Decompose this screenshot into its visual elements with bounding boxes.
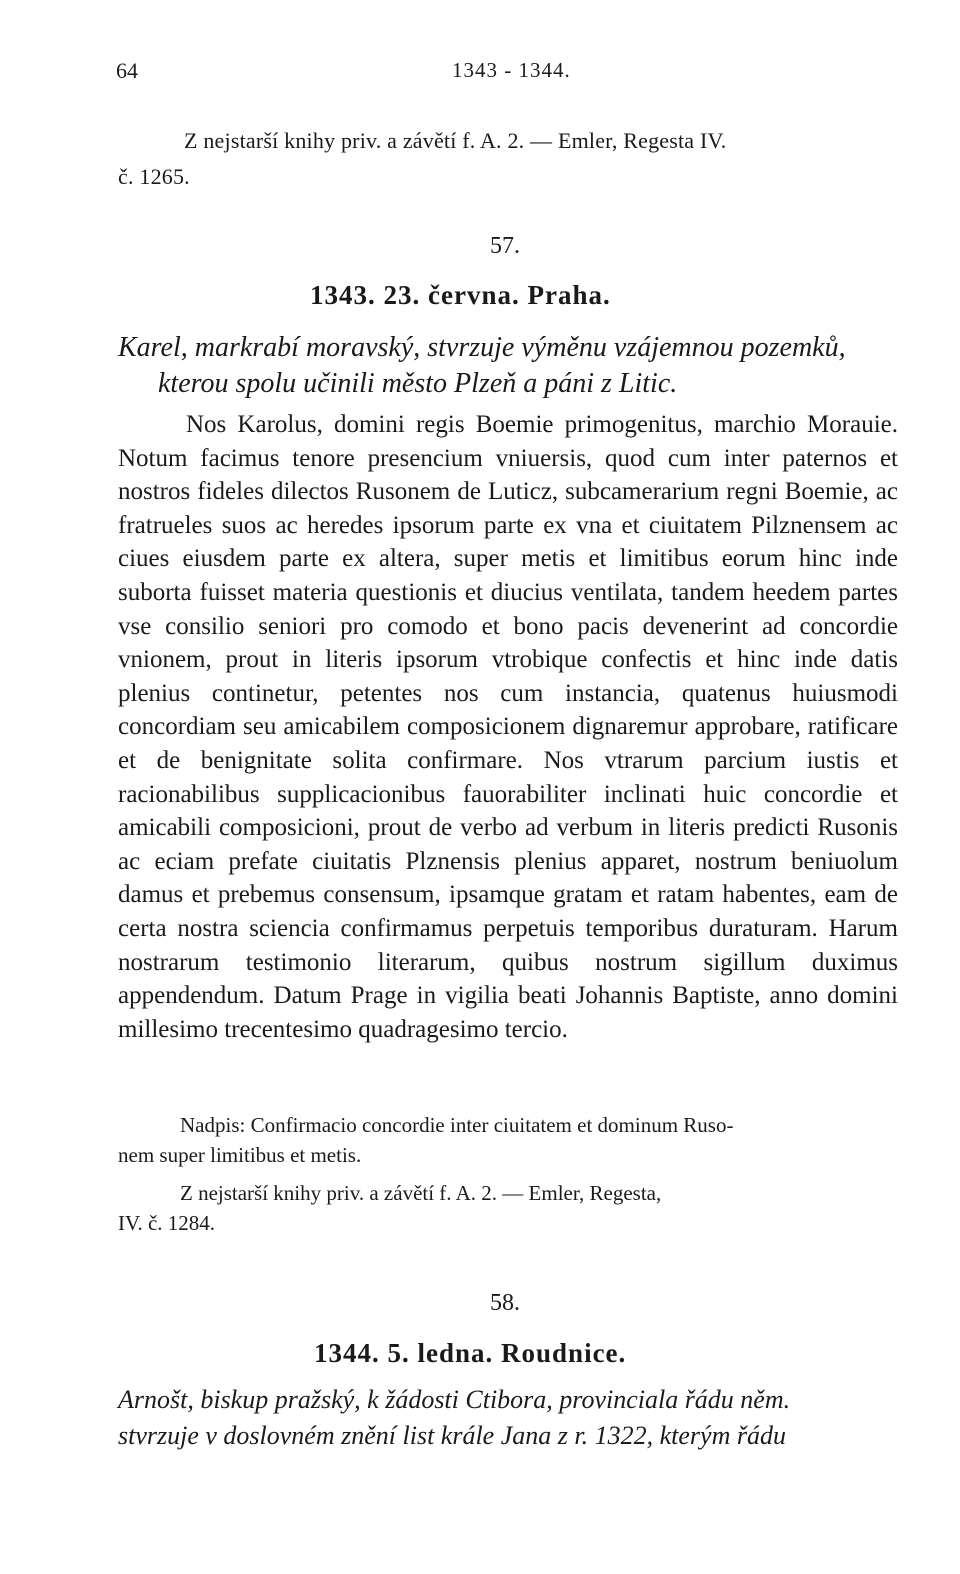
source-note-1-line1: Z nejstarší knihy priv. a závětí f. A. 2. — Emler, Regesta IV. [184,128,727,153]
source-note-1-line2: č. 1265. [118,164,190,189]
regest-58-line1: Arnošt, biskup pražský, k žádosti Ctibora, provinciala řádu něm. [118,1385,791,1414]
regest-58-line2: stvrzuje v doslovném znění list krále Jana z r. 1322, kterým řádu [118,1421,786,1450]
source-note-1 [118,123,726,195]
nadpis-57-line2: nem super limitibus et metis. [118,1143,362,1167]
regest-57-line2: kterou spolu učinili město Plzeň a páni z Litic. [158,368,678,399]
source-note-57 [118,1178,661,1238]
source-note-57-line2: IV. č. 1284. [118,1211,216,1235]
regest-58 [118,1382,790,1454]
document-number-57: 57. [490,233,520,259]
document-text-57: Nos Karolus, domini regis Boemie primogenitus, marchio Morauie. Notum facimus tenore presencium vniuersis, quod cum inter paternos et nostros fideles dilectos Rusonem de Luticz, subcamerarium regni Boemie, ac fratrueles suos ac heredes ipsorum parte ex vna et ciuitatem Pilznensem ac ciues eiusdem parte ex altera, super metis et limitibus eorum hinc inde suborta fuisset materia questionis et diucius ventilata, tandem heedem partes vse consilio seniori pro comodo et bono pacis devenerint ad concordie vnionem, prout in literis ipsorum vtrobique confectis et hinc inde datis plenius continetur, petentes nos cum instancia, quatenus huiusmodi concordiam seu amicabilem composicionem dignaremur approbare, ratificare et de benignitate solita confirmare. Nos vtrarum parcium iustis et racionabilibus supplicacionibus fauorabiliter inclinati huic concordie et amicabili composicioni, prout de verbo ad verbum in literis predicti Rusonis ac eciam prefate ciuitatis Plznensis plenius apparet, nostrum beniuolum damus et prebemus consensum, ipsamque gratam et ratam habentes, eam de certa nostra sciencia confirmamus perpetuis temporibus duraturam. Harum nostrarum testimonio literarum, quibus nostrum sigillum duximus appendendum. Datum Prage in vigilia beati Johannis Baptiste, anno domini millesimo trecentesimo quadragesimo tercio. [118,411,898,1043]
regest-57-line1: Karel, markrabí moravský, stvrzuje výměnu vzájemnou pozemků, [118,332,846,363]
document-date-58: 1344. 5. ledna. Roudnice. [314,1338,627,1368]
nadpis-57 [118,1110,733,1170]
document-number-58: 58. [490,1290,520,1316]
running-title: 1343 - 1344. [452,58,571,82]
regest-57 [118,330,846,402]
nadpis-57-line1: Nadpis: Confirmacio concordie inter ciuitatem et dominum Ruso- [180,1113,734,1137]
page-number: 64 [116,58,138,83]
document-date-57: 1343. 23. června. Praha. [310,280,611,310]
source-note-57-line1: Z nejstarší knihy priv. a závětí f. A. 2. — Emler, Regesta, [180,1181,662,1205]
